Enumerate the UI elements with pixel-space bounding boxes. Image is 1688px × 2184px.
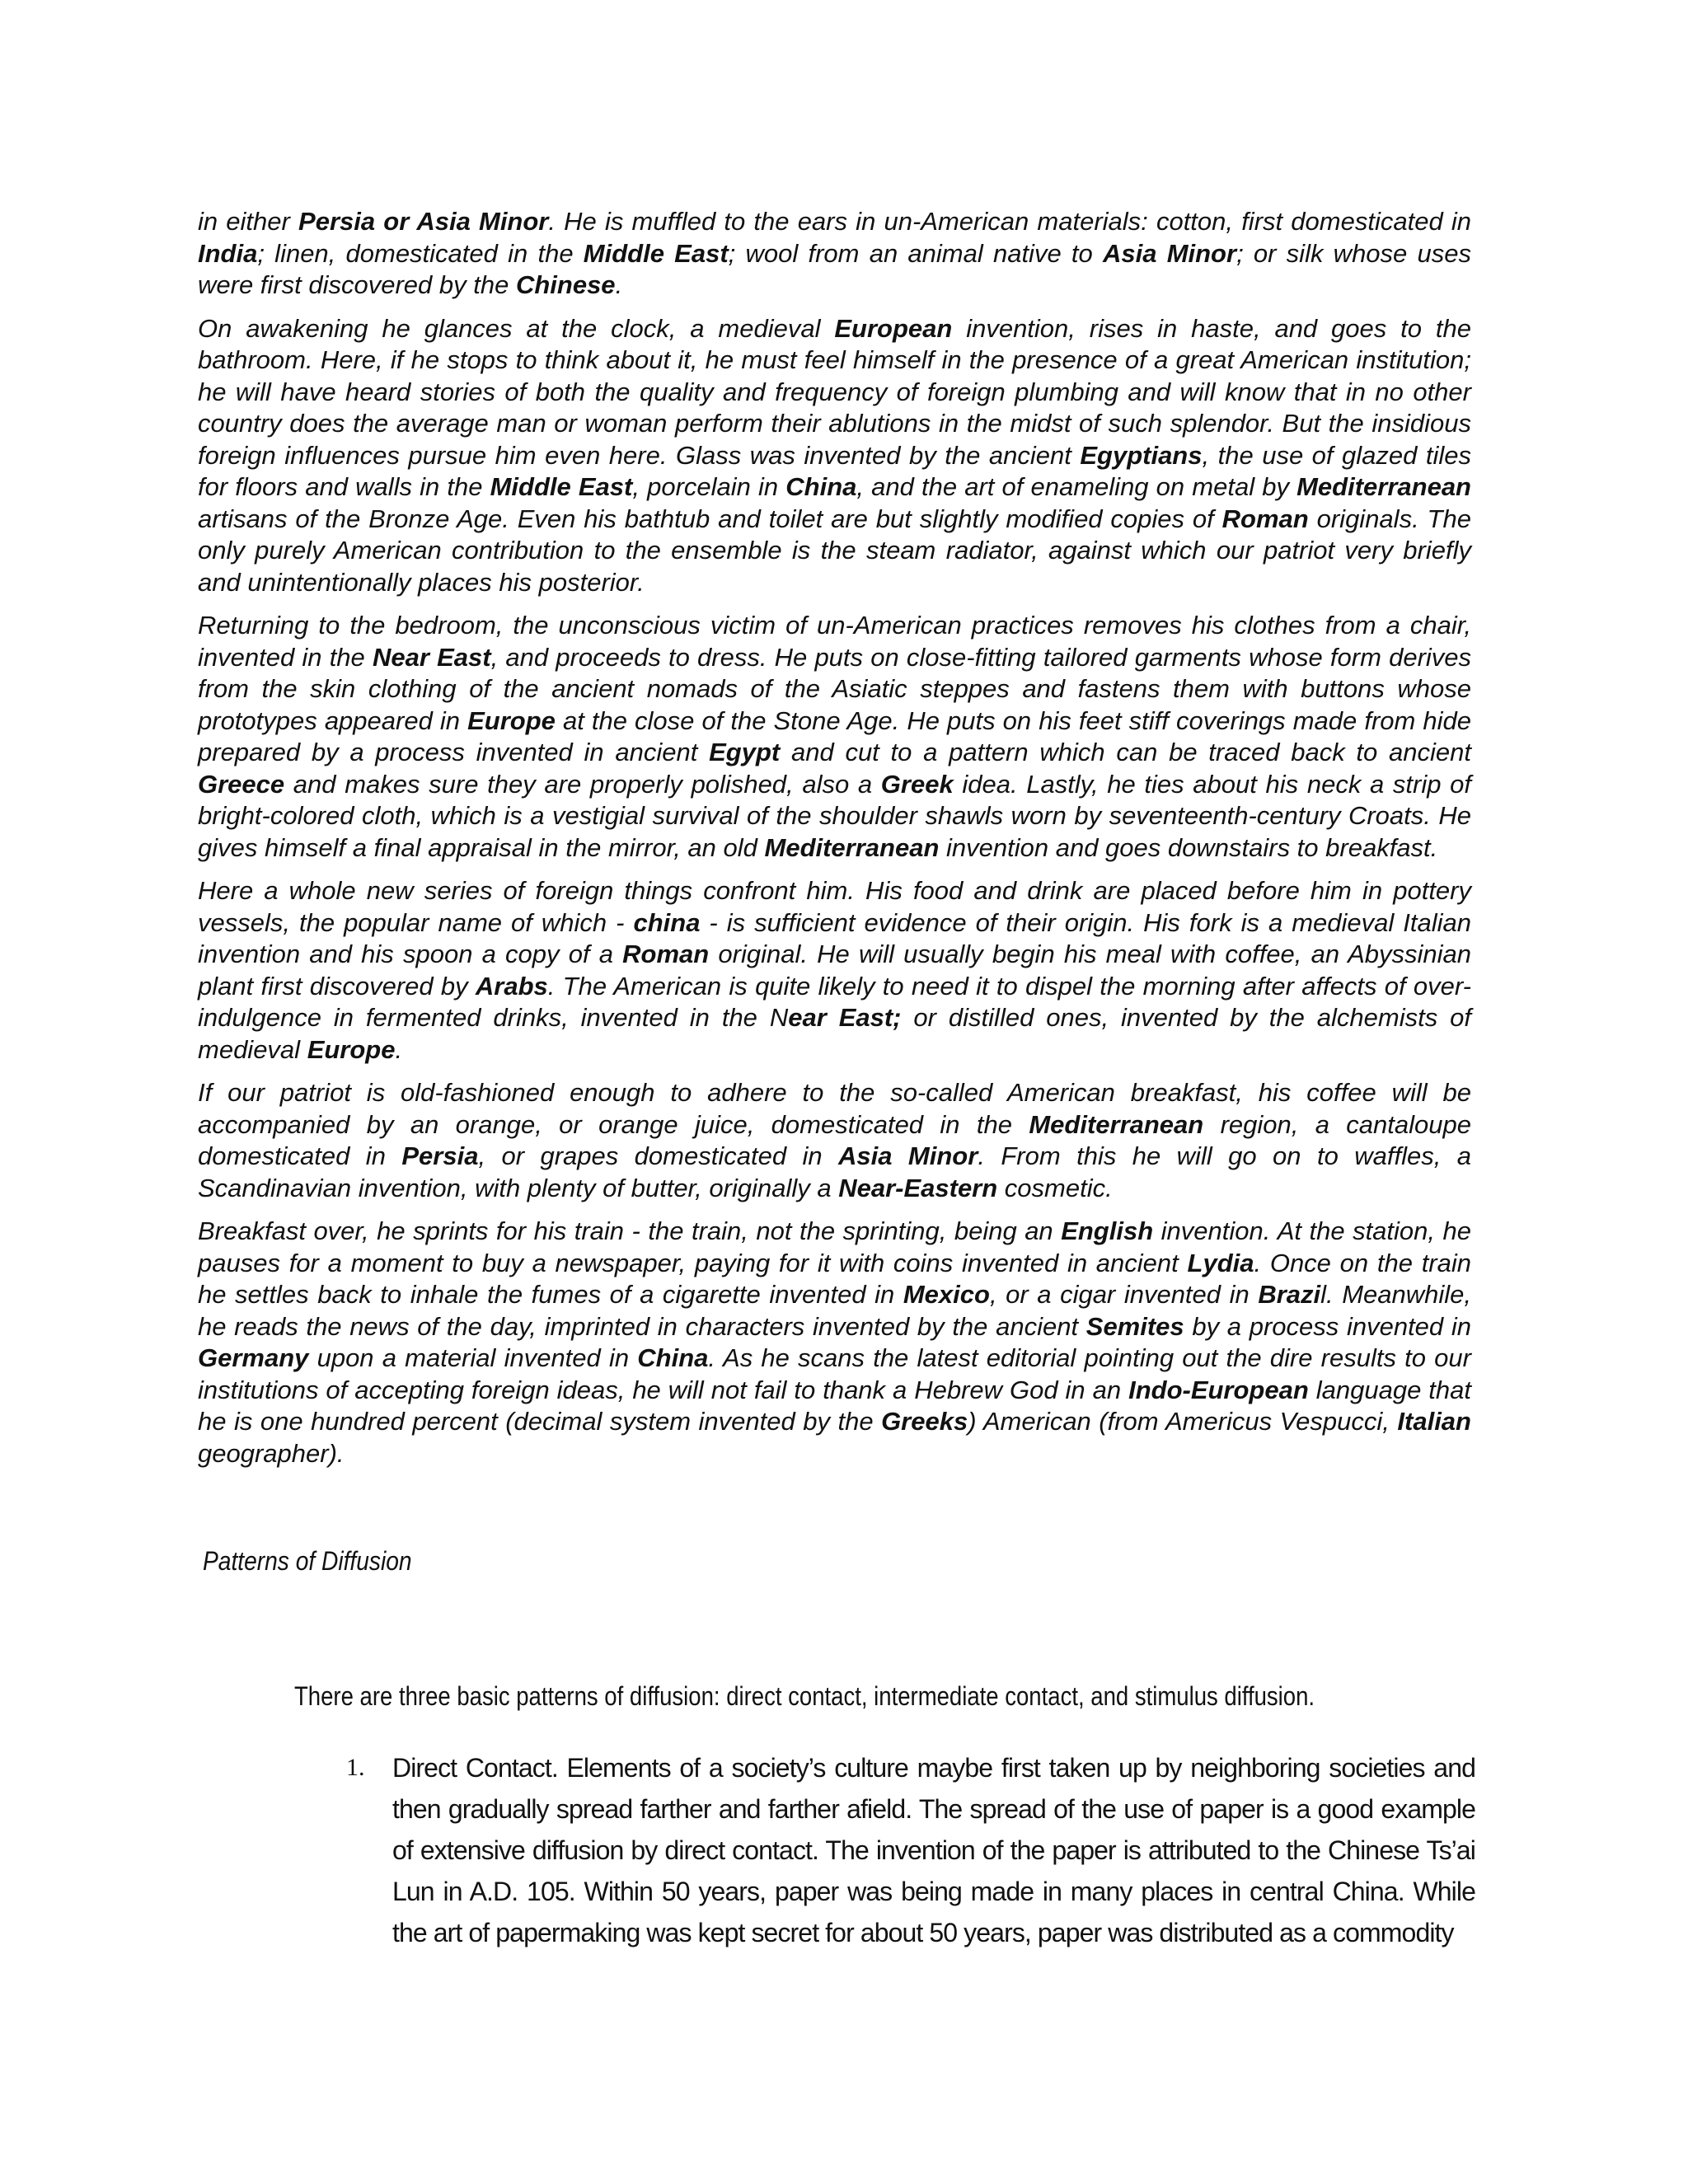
emphasized-term: Greeks [881,1407,968,1436]
text-run: , the use of glazed tiles for floors and walls in the [198,440,1472,501]
text-run: , porcelain in [632,472,786,501]
text-run: . Once on the train he settles back to inhale the fumes of a cigarette invented in [198,1248,1471,1309]
text-run: . From this he will go on to waffles, a Scandinavian invention, with plenty of butter, originally a [198,1141,1471,1202]
emphasized-term: Germany [198,1343,309,1372]
passage-paragraph-1 [198,206,1471,302]
text-run: On awakening he glances at the clock, a medieval [198,313,835,343]
text-run: ) American (from Americus Vespucci, [968,1407,1398,1436]
text-run: . He is muffled to the ears in un-American materials: cotton, first domesticated in [548,207,1471,236]
emphasized-term: Brazi [1258,1280,1321,1309]
emphasized-term: Greek [880,769,954,799]
text-run: ; or silk whose uses were first discovered by the [198,238,1471,299]
section-intro: There are three basic patterns of diffusion: direct contact, intermediate contact, and stimulus diffusion. [294,1681,1315,1711]
emphasized-term: Semites [1085,1311,1184,1341]
emphasized-term: Egyptians [1080,440,1203,470]
text-run: Returning to the bedroom, the unconscious victim of un-American practices removes his clothes from a chair, invented in the [198,611,1471,672]
text-run: region, a cantaloupe domesticated in [198,1109,1471,1170]
text-run: invention and goes downstairs to breakfast. [939,832,1438,862]
text-run: at the close of the Stone Age. He puts on his feet stiff coverings made from hide prepared by a process invented in ancient [198,705,1471,766]
emphasized-term: Italian [1397,1407,1471,1436]
emphasized-term: Greece [198,769,285,799]
text-run: , or a cigar invented in [989,1280,1259,1309]
emphasized-term: Middle East [583,238,729,268]
text-run: , and the art of enameling on metal by [856,472,1297,501]
emphasized-term: India [198,238,258,268]
passage-paragraph-6 [198,1216,1471,1469]
text-run: Here a whole new series of foreign things confront him. His food and drink are placed before him in pottery vessels, the popular name of which - [198,876,1471,937]
numbered-list [346,1747,1475,1953]
text-run: , or grapes domesticated in [478,1141,839,1170]
text-run: ; linen, domesticated in the [257,238,584,268]
text-run: , and proceeds to dress. He puts on close-fitting tailored garments whose form derives from the skin clothing of the ancient nomads of the Asiatic steppes and fastens them with buttons whose prototypes appeared in [198,642,1472,735]
passage-paragraph-4 [198,875,1471,1066]
emphasized-term: European [834,313,953,343]
emphasized-term: Chinese [515,270,616,299]
text-run: and cut to a pattern which can be traced back to ancient [780,738,1471,766]
text-run: geographer). [198,1438,345,1468]
emphasized-term: Middle East [490,472,633,501]
passage-block [198,206,1471,1481]
text-run: cosmetic. [997,1173,1113,1202]
emphasized-term: China [785,472,857,501]
emphasized-term: Near East [372,642,491,672]
text-run: language that he is one hundred percent (decimal system invented by the [198,1375,1471,1436]
text-run: . The American is quite likely to need it to dispel the morning after affects of over-indulgence in fermented drinks, invented in the N [198,971,1471,1032]
list-item [346,1747,1475,1953]
passage-paragraph-3 [198,610,1471,864]
text-run: in either [198,207,299,236]
text-run: . [615,270,623,299]
emphasized-term: Europe [307,1034,396,1064]
passage-paragraph-2 [198,313,1471,599]
emphasized-term: Indo-European [1128,1375,1309,1404]
list-item-text: Direct Contact. Elements of a society’s culture maybe first taken up by neighboring societies and then gradually spread farther and farther afield. The spread of the use of paper is a good example of extensive diffusion by direct contact. The invention of the paper is attributed to the Chinese Ts’ai Lun in A.D. 105. Within 50 years, paper was being made in many places in central China. While the art of papermaking was kept secret for about 50 years, paper was distributed as a commodity [392,1753,1475,1947]
emphasized-term: china [633,907,701,937]
emphasized-term: Mexico [903,1280,990,1309]
emphasized-term: Persia or Asia Minor [298,207,549,236]
emphasized-term: China [637,1343,709,1372]
text-run: - is sufficient evidence of their origin. His fork is a medieval Italian invention and his spoon a copy of a [198,907,1471,968]
emphasized-term: Asia Minor [838,1141,978,1170]
emphasized-term: Mediterranean [764,832,940,862]
text-run: originals. The only purely American contribution to the ensemble is the steam radiator, against which our patriot very briefly and unintentionally places his posterior. [198,504,1471,597]
emphasized-term: Mediterranean [1296,472,1471,501]
emphasized-term: Mediterranean [1029,1109,1204,1139]
text-run: ; wool from an animal native to [728,238,1103,268]
text-run: Breakfast over, he sprints for his train - the train, not the sprinting, being an [198,1216,1062,1245]
emphasized-term: ear East; [788,1003,902,1032]
text-run: artisans of the Bronze Age. Even his bathtub and toilet are but slightly modified copies of [198,504,1222,533]
emphasized-term: Roman [622,940,710,968]
section-heading: Patterns of Diffusion [203,1546,412,1576]
text-run: and makes sure they are properly polished, also a [284,769,881,799]
text-run: . [395,1034,403,1064]
emphasized-term: English [1061,1216,1154,1245]
text-run: invention. At the station, he pauses for a moment to buy a newspaper, paying for it with coins invented in ancient [198,1216,1472,1277]
text-run: by a process invented in [1184,1311,1471,1341]
emphasized-term: Egypt [709,738,781,766]
emphasized-term: Lydia [1187,1248,1254,1277]
emphasized-term: Roman [1221,504,1309,533]
text-run: or distilled ones, invented by the alchemists of medieval [198,1003,1471,1064]
emphasized-term: Asia Minor [1102,238,1237,268]
list-item-number: 1. [346,1754,365,1781]
text-run: upon a material invented in [308,1343,638,1372]
text-run: invention, rises in haste, and goes to the bathroom. Here, if he stops to think about it, he must feel himself in the presence of a great American institution; he will have heard stories of both the quality and frequency of foreign plumbing and will know that in no other country does the average man or woman perform their ablutions in the midst of such splendor. But the insidious foreign influences pursue him even here. Glass was invented by the ancient [198,313,1471,470]
emphasized-term: Europe [467,705,556,735]
text-run: idea. Lastly, he ties about his neck a strip of bright-colored cloth, which is a vestigial survival of the shoulder shawls worn by seventeenth-century Croats. He gives himself a final appraisal in the mirror, an old [198,769,1471,862]
text-run: l. Meanwhile, he reads the news of the day, imprinted in characters invented by the ancient [198,1280,1471,1341]
emphasized-term: Near-Eastern [838,1173,998,1202]
emphasized-term: Arabs [475,971,548,1001]
text-run: . As he scans the latest editorial pointing out the dire results to our institutions of accepting foreign ideas, he will not fail to thank a Hebrew God in an [198,1343,1471,1404]
text-run: If our patriot is old-fashioned enough to adhere to the so-called American breakfast, his coffee will be accompanied by an orange, or orange juice, domesticated in the [198,1078,1471,1139]
passage-paragraph-5 [198,1077,1471,1204]
emphasized-term: Persia [401,1141,479,1170]
text-run: original. He will usually begin his meal with coffee, an Abyssinian plant first discovered by [198,940,1472,1001]
